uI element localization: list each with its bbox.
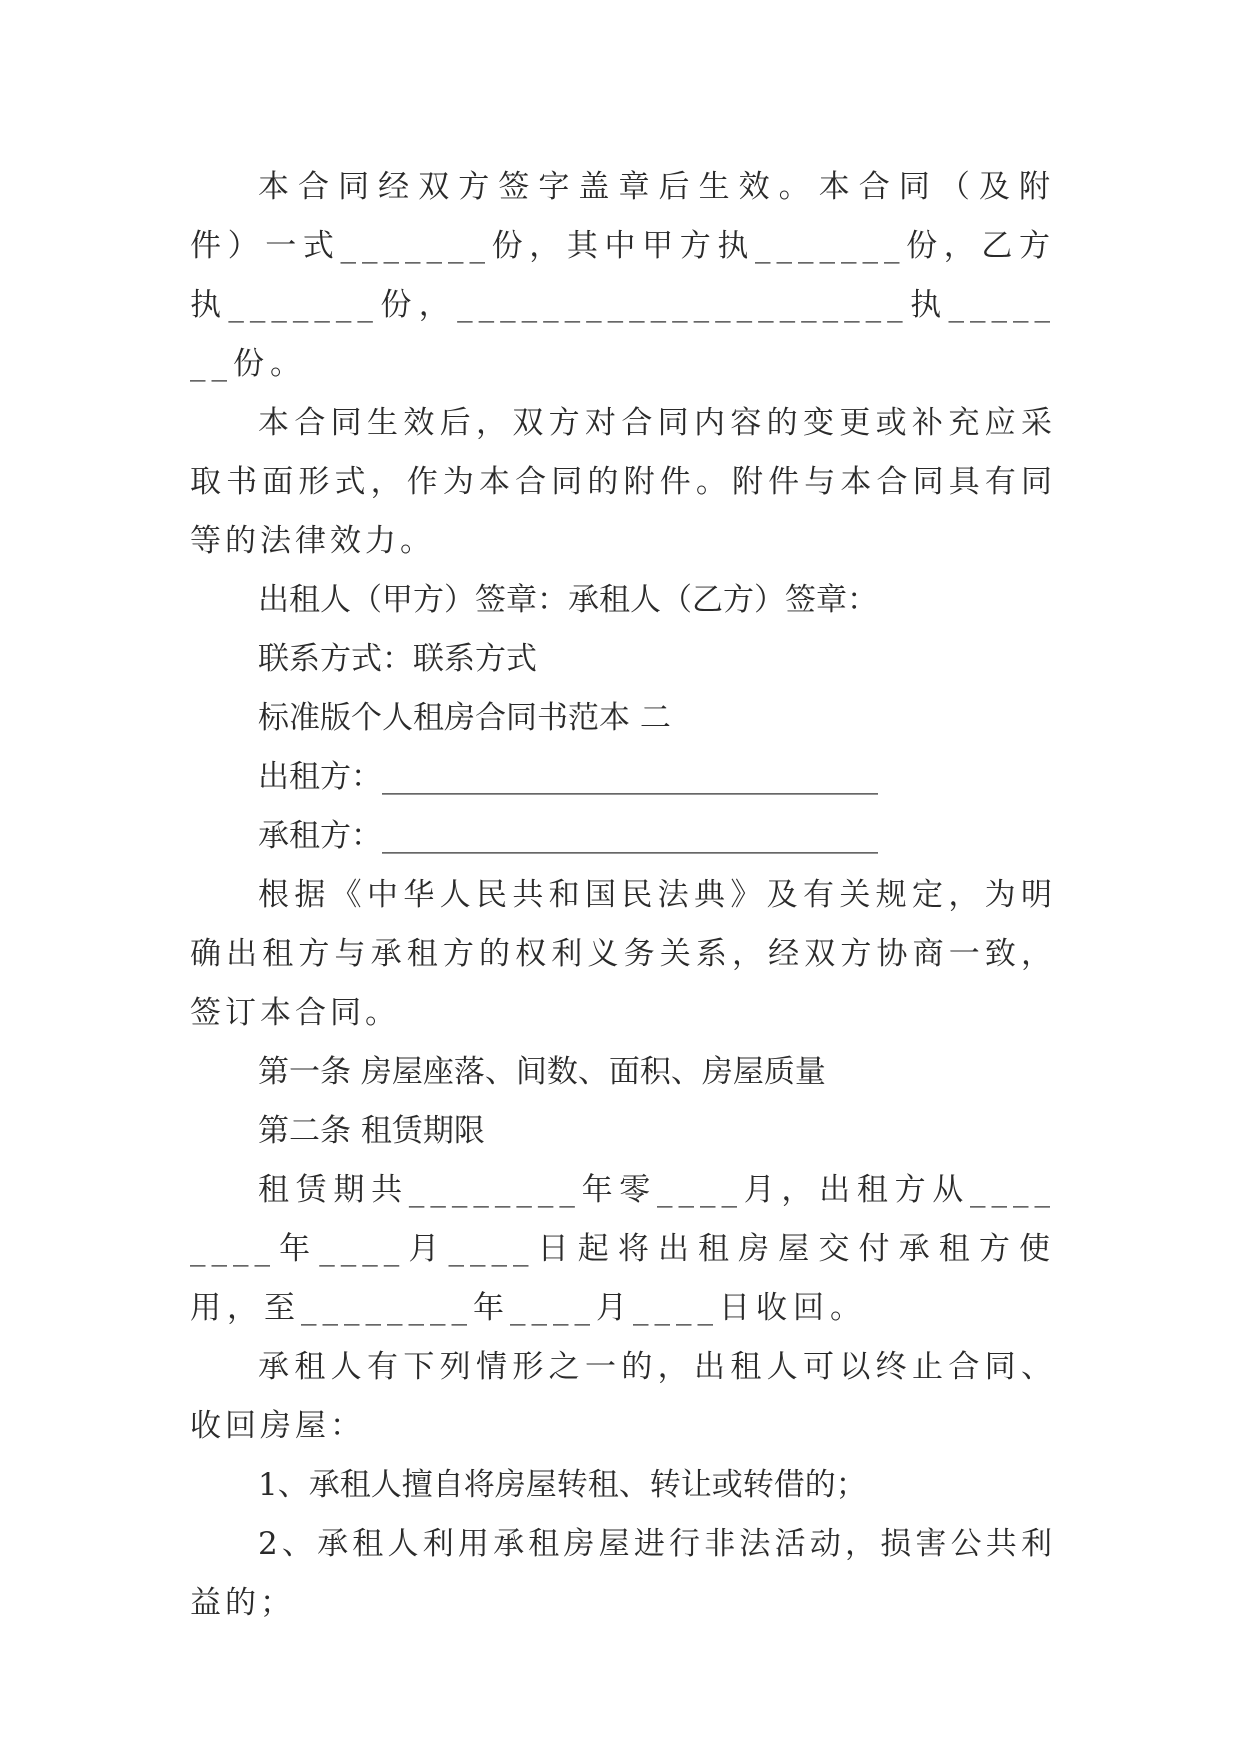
- section-title: 标准版个人租房合同书范本 二: [258, 700, 671, 736]
- paragraph-amendments: 本合同生效后，双方对合同内容的变更或补充应采取书面形式，作为本合同的附件。附件与本合同具有同等的法律效力。: [190, 405, 1056, 559]
- paragraph-copies: 本合同经双方签字盖章后生效。本合同（及附件）一式_______份，其中甲方执_______份，乙方执_______份，_____________________执_______份。: [190, 169, 1056, 382]
- paragraph-termination: 承租人有下列情形之一的，出租人可以终止合同、收回房屋：: [190, 1349, 1056, 1444]
- paragraph-contact: 联系方式：联系方式: [258, 641, 537, 677]
- document-body: [190, 158, 1056, 1633]
- lessor-line: 出租方：________________________________: [258, 759, 878, 795]
- paragraph-signatures: 出租人（甲方）签章：承租人（乙方）签章：: [258, 582, 878, 618]
- article-one-heading: 第一条 房屋座落、间数、面积、房屋质量: [258, 1054, 826, 1090]
- lessee-line: 承租方：________________________________: [258, 818, 878, 854]
- paragraph-lease-term: 租赁期共________年零____月，出租方从________年____月____日起将出租房屋交付承租方使用，至________年____月____日收回。: [190, 1172, 1056, 1326]
- article-two-heading: 第二条 租赁期限: [258, 1113, 485, 1149]
- paragraph-basis: 根据《中华人民共和国民法典》及有关规定，为明确出租方与承租方的权利义务关系，经双方协商一致，签订本合同。: [190, 877, 1056, 1031]
- list-item-2: 2、承租人利用承租房屋进行非法活动，损害公共利益的；: [190, 1526, 1056, 1621]
- list-item-1: 1、承租人擅自将房屋转租、转让或转借的；: [258, 1467, 867, 1503]
